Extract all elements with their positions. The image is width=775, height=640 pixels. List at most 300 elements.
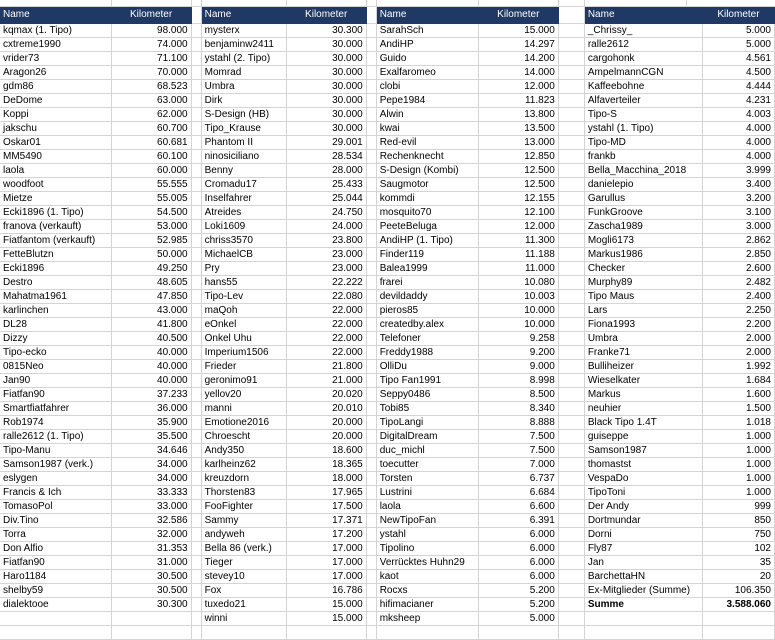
name-cell[interactable]: Destro — [0, 275, 111, 289]
spacer-cell[interactable] — [191, 303, 201, 317]
name-cell[interactable]: Murphy89 — [584, 275, 702, 289]
spacer-cell[interactable] — [191, 457, 201, 471]
spacer-cell[interactable] — [558, 191, 584, 205]
kilometer-cell[interactable]: 11.823 — [478, 93, 558, 107]
name-cell[interactable]: mysterx — [201, 23, 286, 37]
name-cell[interactable]: Seppy0486 — [376, 387, 478, 401]
name-cell[interactable]: shelby59 — [0, 583, 111, 597]
kilometer-cell[interactable]: 5.200 — [478, 597, 558, 611]
kilometer-cell[interactable]: 17.000 — [286, 541, 366, 555]
kilometer-cell[interactable]: 8.340 — [478, 401, 558, 415]
name-cell[interactable]: Dirk — [201, 93, 286, 107]
name-cell[interactable]: Dortmundar — [584, 513, 702, 527]
name-cell[interactable]: eslygen — [0, 471, 111, 485]
spacer-cell[interactable] — [558, 387, 584, 401]
name-cell[interactable]: Fiatfantom (verkauft) — [0, 233, 111, 247]
name-cell[interactable]: chriss3570 — [201, 233, 286, 247]
name-cell[interactable] — [584, 611, 702, 625]
kilometer-cell[interactable]: 17.000 — [286, 555, 366, 569]
kilometer-cell[interactable]: 13.500 — [478, 121, 558, 135]
name-cell[interactable]: Smartfiatfahrer — [0, 401, 111, 415]
kilometer-cell[interactable]: 33.000 — [111, 499, 191, 513]
name-cell[interactable] — [0, 625, 111, 639]
kilometer-cell[interactable]: 8.888 — [478, 415, 558, 429]
name-cell[interactable]: Oskar01 — [0, 135, 111, 149]
kilometer-cell[interactable]: 2.000 — [702, 345, 774, 359]
name-cell[interactable]: kreuzdorn — [201, 471, 286, 485]
kilometer-cell[interactable]: 4.000 — [702, 135, 774, 149]
name-cell[interactable]: OlliDu — [376, 359, 478, 373]
name-cell[interactable]: Rob1974 — [0, 415, 111, 429]
kilometer-cell[interactable]: 24.750 — [286, 205, 366, 219]
kilometer-cell[interactable]: 24.000 — [286, 219, 366, 233]
kilometer-cell[interactable]: 17.500 — [286, 499, 366, 513]
kilometer-cell[interactable]: 13.000 — [478, 135, 558, 149]
name-cell[interactable]: Ex-Mitglieder (Summe) — [584, 583, 702, 597]
spacer-cell[interactable] — [558, 121, 584, 135]
kilometer-cell[interactable]: 47.850 — [111, 289, 191, 303]
name-cell[interactable]: PeeteBeluga — [376, 219, 478, 233]
kilometer-cell[interactable]: 40.000 — [111, 373, 191, 387]
name-cell[interactable]: jakschu — [0, 121, 111, 135]
name-cell[interactable]: Kaffeebohne — [584, 79, 702, 93]
spacer-cell[interactable] — [366, 247, 376, 261]
spacer-cell[interactable] — [558, 37, 584, 51]
name-cell[interactable]: Tipo-MD — [584, 135, 702, 149]
kilometer-cell[interactable]: 37.233 — [111, 387, 191, 401]
name-cell[interactable]: DeDome — [0, 93, 111, 107]
kilometer-cell[interactable]: 53.000 — [111, 219, 191, 233]
spacer-cell[interactable] — [558, 611, 584, 625]
name-cell[interactable]: Francis & Ich — [0, 485, 111, 499]
name-cell[interactable]: Don Alfio — [0, 541, 111, 555]
spacer-cell[interactable] — [558, 485, 584, 499]
kilometer-cell[interactable]: 30.000 — [286, 79, 366, 93]
spacer-cell[interactable] — [366, 527, 376, 541]
name-cell[interactable]: Alwin — [376, 107, 478, 121]
spacer-cell[interactable] — [558, 415, 584, 429]
kilometer-cell[interactable]: 22.222 — [286, 275, 366, 289]
kilometer-cell[interactable]: 4.003 — [702, 107, 774, 121]
spacer-cell[interactable] — [191, 471, 201, 485]
kilometer-cell[interactable]: 3.400 — [702, 177, 774, 191]
spacer-cell[interactable] — [366, 149, 376, 163]
name-cell[interactable]: kwai — [376, 121, 478, 135]
spacer-cell[interactable] — [366, 121, 376, 135]
spacer-cell[interactable] — [366, 345, 376, 359]
name-cell[interactable]: Saugmotor — [376, 177, 478, 191]
spacer-cell[interactable] — [558, 79, 584, 93]
kilometer-cell[interactable]: 10.000 — [478, 317, 558, 331]
spacer-cell[interactable] — [558, 219, 584, 233]
name-cell[interactable]: Balea1999 — [376, 261, 478, 275]
kilometer-cell[interactable]: 5.000 — [478, 611, 558, 625]
name-cell[interactable]: duc_michl — [376, 443, 478, 457]
name-cell[interactable]: Ecki1896 (1. Tipo) — [0, 205, 111, 219]
spacer-cell[interactable] — [558, 471, 584, 485]
spacer-cell[interactable] — [558, 317, 584, 331]
spacer-cell[interactable] — [366, 555, 376, 569]
header-name-4[interactable]: Name — [584, 7, 702, 23]
name-cell[interactable]: Atreides — [201, 205, 286, 219]
spacer-cell[interactable] — [558, 499, 584, 513]
name-cell[interactable]: Summe — [584, 597, 702, 611]
kilometer-cell[interactable]: 25.433 — [286, 177, 366, 191]
name-cell[interactable]: Tipo_Krause — [201, 121, 286, 135]
spacer-cell[interactable] — [191, 65, 201, 79]
spacer-cell[interactable] — [558, 289, 584, 303]
spacer-cell[interactable] — [191, 331, 201, 345]
name-cell[interactable]: ystahl (2. Tipo) — [201, 51, 286, 65]
kilometer-cell[interactable]: 10.003 — [478, 289, 558, 303]
kilometer-cell[interactable]: 98.000 — [111, 23, 191, 37]
name-cell[interactable]: Sammy — [201, 513, 286, 527]
spacer-cell[interactable] — [366, 387, 376, 401]
name-cell[interactable]: laola — [376, 499, 478, 513]
kilometer-cell[interactable]: 1.000 — [702, 429, 774, 443]
kilometer-cell[interactable] — [111, 611, 191, 625]
name-cell[interactable]: franova (verkauft) — [0, 219, 111, 233]
name-cell[interactable]: neuhier — [584, 401, 702, 415]
name-cell[interactable]: Onkel Uhu — [201, 331, 286, 345]
kilometer-cell[interactable]: 6.684 — [478, 485, 558, 499]
kilometer-cell[interactable]: 2.250 — [702, 303, 774, 317]
kilometer-cell[interactable]: 40.000 — [111, 345, 191, 359]
spacer-cell[interactable] — [191, 79, 201, 93]
name-cell[interactable]: benjaminw2411 — [201, 37, 286, 51]
name-cell[interactable]: ralle2612 (1. Tipo) — [0, 429, 111, 443]
name-cell[interactable]: mksheep — [376, 611, 478, 625]
name-cell[interactable]: Red-evil — [376, 135, 478, 149]
name-cell[interactable]: Markus1986 — [584, 247, 702, 261]
kilometer-cell[interactable]: 8.500 — [478, 387, 558, 401]
kilometer-cell[interactable]: 36.000 — [111, 401, 191, 415]
name-cell[interactable]: kaot — [376, 569, 478, 583]
name-cell[interactable]: Finder119 — [376, 247, 478, 261]
kilometer-cell[interactable]: 17.000 — [286, 569, 366, 583]
spacer-cell[interactable] — [366, 275, 376, 289]
name-cell[interactable]: laola — [0, 163, 111, 177]
name-cell[interactable]: TipoToni — [584, 485, 702, 499]
spacer-cell[interactable] — [191, 513, 201, 527]
kilometer-cell[interactable]: 40.500 — [111, 331, 191, 345]
name-cell[interactable]: Fox — [201, 583, 286, 597]
kilometer-cell[interactable]: 12.500 — [478, 163, 558, 177]
kilometer-cell[interactable]: 4.561 — [702, 51, 774, 65]
name-cell[interactable] — [201, 625, 286, 639]
kilometer-cell[interactable]: 60.000 — [111, 163, 191, 177]
name-cell[interactable]: ystahl (1. Tipo) — [584, 121, 702, 135]
spacer-cell[interactable] — [191, 541, 201, 555]
kilometer-cell[interactable]: 55.005 — [111, 191, 191, 205]
spacer-cell[interactable] — [191, 443, 201, 457]
name-cell[interactable]: ninosiciliano — [201, 149, 286, 163]
spacer-cell[interactable] — [366, 205, 376, 219]
kilometer-cell[interactable]: 34.000 — [111, 457, 191, 471]
kilometer-cell[interactable]: 23.000 — [286, 261, 366, 275]
name-cell[interactable]: Umbra — [201, 79, 286, 93]
kilometer-cell[interactable]: 3.588.060 — [702, 597, 774, 611]
spacer-cell[interactable] — [558, 93, 584, 107]
spacer-cell[interactable] — [558, 625, 584, 639]
name-cell[interactable]: devildaddy — [376, 289, 478, 303]
spacer-cell[interactable] — [191, 135, 201, 149]
spacer-cell[interactable] — [191, 261, 201, 275]
kilometer-cell[interactable]: 1.000 — [702, 471, 774, 485]
spacer-cell[interactable] — [191, 177, 201, 191]
kilometer-cell[interactable]: 750 — [702, 527, 774, 541]
spacer-cell[interactable] — [191, 107, 201, 121]
spacer-cell[interactable] — [366, 37, 376, 51]
kilometer-cell[interactable]: 28.534 — [286, 149, 366, 163]
name-cell[interactable]: Guido — [376, 51, 478, 65]
name-cell[interactable]: gdm86 — [0, 79, 111, 93]
name-cell[interactable]: FetteBlutzn — [0, 247, 111, 261]
name-cell[interactable]: toecutter — [376, 457, 478, 471]
name-cell[interactable]: hifimacianer — [376, 597, 478, 611]
spacer-cell[interactable] — [366, 261, 376, 275]
name-cell[interactable]: TomasoPol — [0, 499, 111, 513]
name-cell[interactable]: Aragon26 — [0, 65, 111, 79]
kilometer-cell[interactable]: 49.250 — [111, 261, 191, 275]
name-cell[interactable]: BarchettaHN — [584, 569, 702, 583]
spacer-cell[interactable] — [191, 345, 201, 359]
kilometer-cell[interactable]: 3.999 — [702, 163, 774, 177]
spacer-cell[interactable] — [366, 415, 376, 429]
spacer-cell[interactable] — [558, 51, 584, 65]
header-km-1[interactable]: Kilometer — [111, 7, 191, 23]
header-km-4[interactable]: Kilometer — [702, 7, 774, 23]
spacer-cell[interactable] — [191, 93, 201, 107]
spacer-cell[interactable] — [558, 303, 584, 317]
kilometer-cell[interactable]: 12.000 — [478, 79, 558, 93]
kilometer-cell[interactable]: 35.900 — [111, 415, 191, 429]
name-cell[interactable]: Umbra — [584, 331, 702, 345]
kilometer-cell[interactable]: 1.500 — [702, 401, 774, 415]
name-cell[interactable]: DigitalDream — [376, 429, 478, 443]
kilometer-cell[interactable]: 1.018 — [702, 415, 774, 429]
name-cell[interactable]: Koppi — [0, 107, 111, 121]
kilometer-cell[interactable]: 21.800 — [286, 359, 366, 373]
spacer-cell[interactable] — [191, 275, 201, 289]
spacer-cell[interactable] — [558, 401, 584, 415]
name-cell[interactable]: frankb — [584, 149, 702, 163]
name-cell[interactable]: Tieger — [201, 555, 286, 569]
spacer-cell[interactable] — [366, 625, 376, 639]
kilometer-cell[interactable]: 50.000 — [111, 247, 191, 261]
kilometer-cell[interactable]: 70.000 — [111, 65, 191, 79]
name-cell[interactable]: AndiHP — [376, 37, 478, 51]
kilometer-cell[interactable]: 30.000 — [286, 121, 366, 135]
kilometer-cell[interactable]: 106.350 — [702, 583, 774, 597]
kilometer-cell[interactable]: 30.000 — [286, 93, 366, 107]
name-cell[interactable]: Exalfaromeo — [376, 65, 478, 79]
kilometer-cell[interactable]: 30.500 — [111, 583, 191, 597]
kilometer-cell[interactable]: 2.000 — [702, 331, 774, 345]
kilometer-cell[interactable]: 29.001 — [286, 135, 366, 149]
spacer-cell[interactable] — [366, 233, 376, 247]
spacer-cell[interactable] — [191, 499, 201, 513]
name-cell[interactable]: cxtreme1990 — [0, 37, 111, 51]
kilometer-cell[interactable]: 48.605 — [111, 275, 191, 289]
kilometer-cell[interactable]: 11.300 — [478, 233, 558, 247]
kilometer-cell[interactable]: 6.737 — [478, 471, 558, 485]
name-cell[interactable]: Div.Tino — [0, 513, 111, 527]
name-cell[interactable]: Mahatma1961 — [0, 289, 111, 303]
name-cell[interactable]: thomastst — [584, 457, 702, 471]
name-cell[interactable]: Torra — [0, 527, 111, 541]
spacer-cell[interactable] — [366, 401, 376, 415]
kilometer-cell[interactable]: 18.600 — [286, 443, 366, 457]
name-cell[interactable]: ralle2612 — [584, 37, 702, 51]
kilometer-cell[interactable]: 25.044 — [286, 191, 366, 205]
name-cell[interactable]: Tipo-Manu — [0, 443, 111, 457]
name-cell[interactable]: dialektooe — [0, 597, 111, 611]
kilometer-cell[interactable]: 9.000 — [478, 359, 558, 373]
kilometer-cell[interactable]: 55.555 — [111, 177, 191, 191]
spacer-cell[interactable] — [191, 233, 201, 247]
name-cell[interactable]: TipoLangi — [376, 415, 478, 429]
name-cell[interactable]: Tipo-S — [584, 107, 702, 121]
name-cell[interactable]: createdby.alex — [376, 317, 478, 331]
kilometer-cell[interactable]: 23.000 — [286, 247, 366, 261]
spacer-cell[interactable] — [558, 555, 584, 569]
name-cell[interactable]: Markus — [584, 387, 702, 401]
name-cell[interactable]: manni — [201, 401, 286, 415]
spacer-cell[interactable] — [191, 429, 201, 443]
spacer-cell[interactable] — [366, 51, 376, 65]
kilometer-cell[interactable]: 5.200 — [478, 583, 558, 597]
kilometer-cell[interactable]: 1.600 — [702, 387, 774, 401]
kilometer-cell[interactable]: 41.800 — [111, 317, 191, 331]
kilometer-cell[interactable]: 30.300 — [286, 23, 366, 37]
kilometer-cell[interactable]: 71.100 — [111, 51, 191, 65]
kilometer-cell[interactable]: 32.000 — [111, 527, 191, 541]
kilometer-cell[interactable]: 35.500 — [111, 429, 191, 443]
kilometer-cell[interactable]: 30.500 — [111, 569, 191, 583]
kilometer-cell[interactable]: 17.371 — [286, 513, 366, 527]
name-cell[interactable]: andyweh — [201, 527, 286, 541]
kilometer-cell[interactable]: 6.600 — [478, 499, 558, 513]
name-cell[interactable]: Fly87 — [584, 541, 702, 555]
kilometer-cell[interactable]: 2.200 — [702, 317, 774, 331]
kilometer-cell[interactable]: 4.231 — [702, 93, 774, 107]
name-cell[interactable]: Alfaverteiler — [584, 93, 702, 107]
spacer-cell[interactable] — [191, 51, 201, 65]
kilometer-cell[interactable]: 12.850 — [478, 149, 558, 163]
kilometer-cell[interactable]: 7.000 — [478, 457, 558, 471]
kilometer-cell[interactable]: 32.586 — [111, 513, 191, 527]
spacer-cell[interactable] — [558, 443, 584, 457]
kilometer-cell[interactable]: 14.200 — [478, 51, 558, 65]
spacer-cell[interactable] — [191, 191, 201, 205]
kilometer-cell[interactable]: 68.523 — [111, 79, 191, 93]
name-cell[interactable]: frarei — [376, 275, 478, 289]
name-cell[interactable]: danielepio — [584, 177, 702, 191]
kilometer-cell[interactable]: 30.000 — [286, 107, 366, 121]
name-cell[interactable] — [376, 625, 478, 639]
name-cell[interactable]: Rocxs — [376, 583, 478, 597]
spacer-cell[interactable] — [366, 373, 376, 387]
name-cell[interactable]: Momrad — [201, 65, 286, 79]
kilometer-cell[interactable]: 850 — [702, 513, 774, 527]
name-cell[interactable]: Tipo-Lev — [201, 289, 286, 303]
name-cell[interactable]: Frieder — [201, 359, 286, 373]
spacer-cell[interactable] — [366, 289, 376, 303]
spacer-cell[interactable] — [558, 177, 584, 191]
name-cell[interactable]: Pry — [201, 261, 286, 275]
name-cell[interactable]: Samson1987 (verk.) — [0, 457, 111, 471]
name-cell[interactable]: Benny — [201, 163, 286, 177]
spacer-cell[interactable] — [366, 569, 376, 583]
spacer-cell[interactable] — [366, 485, 376, 499]
kilometer-cell[interactable]: 6.000 — [478, 569, 558, 583]
spacer-cell[interactable] — [558, 275, 584, 289]
kilometer-cell[interactable]: 3.200 — [702, 191, 774, 205]
kilometer-cell[interactable]: 31.000 — [111, 555, 191, 569]
name-cell[interactable]: NewTipoFan — [376, 513, 478, 527]
spacer-cell[interactable] — [558, 163, 584, 177]
kilometer-cell[interactable]: 5.000 — [702, 37, 774, 51]
spacer-cell[interactable] — [366, 359, 376, 373]
name-cell[interactable]: AmpelmannCGN — [584, 65, 702, 79]
kilometer-cell[interactable]: 62.000 — [111, 107, 191, 121]
name-cell[interactable]: maQoh — [201, 303, 286, 317]
name-cell[interactable] — [584, 625, 702, 639]
spacer-cell[interactable] — [366, 177, 376, 191]
kilometer-cell[interactable]: 7.500 — [478, 429, 558, 443]
kilometer-cell[interactable]: 30.000 — [286, 51, 366, 65]
kilometer-cell[interactable]: 10.000 — [478, 303, 558, 317]
spacer-cell[interactable] — [191, 387, 201, 401]
kilometer-cell[interactable]: 15.000 — [478, 23, 558, 37]
spacer-cell[interactable] — [366, 499, 376, 513]
kilometer-cell[interactable]: 1.992 — [702, 359, 774, 373]
kilometer-cell[interactable]: 1.000 — [702, 443, 774, 457]
name-cell[interactable]: Fiatfan90 — [0, 387, 111, 401]
kilometer-cell[interactable]: 22.000 — [286, 317, 366, 331]
spacer-cell[interactable] — [191, 163, 201, 177]
name-cell[interactable]: yellov20 — [201, 387, 286, 401]
kilometer-cell[interactable]: 30.000 — [286, 37, 366, 51]
kilometer-cell[interactable]: 23.800 — [286, 233, 366, 247]
kilometer-cell[interactable] — [111, 625, 191, 639]
spacer-cell[interactable] — [366, 583, 376, 597]
kilometer-cell[interactable] — [286, 625, 366, 639]
name-cell[interactable]: Fiatfan90 — [0, 555, 111, 569]
spacer-cell[interactable] — [558, 247, 584, 261]
kilometer-cell[interactable]: 20 — [702, 569, 774, 583]
name-cell[interactable]: pieros85 — [376, 303, 478, 317]
spacer-cell[interactable] — [558, 23, 584, 37]
spacer-cell[interactable] — [366, 597, 376, 611]
spacer-cell[interactable] — [366, 191, 376, 205]
spacer-cell[interactable] — [191, 359, 201, 373]
spacer-cell[interactable] — [366, 107, 376, 121]
name-cell[interactable]: Thorsten83 — [201, 485, 286, 499]
spacer-cell[interactable] — [366, 429, 376, 443]
spacer-cell[interactable] — [558, 345, 584, 359]
name-cell[interactable]: S-Design (HB) — [201, 107, 286, 121]
name-cell[interactable]: Telefoner — [376, 331, 478, 345]
kilometer-cell[interactable]: 2.482 — [702, 275, 774, 289]
kilometer-cell[interactable]: 9.258 — [478, 331, 558, 345]
kilometer-cell[interactable]: 14.000 — [478, 65, 558, 79]
kilometer-cell[interactable]: 3.000 — [702, 219, 774, 233]
name-cell[interactable]: vrider73 — [0, 51, 111, 65]
kilometer-cell[interactable]: 40.000 — [111, 359, 191, 373]
name-cell[interactable]: kommdi — [376, 191, 478, 205]
